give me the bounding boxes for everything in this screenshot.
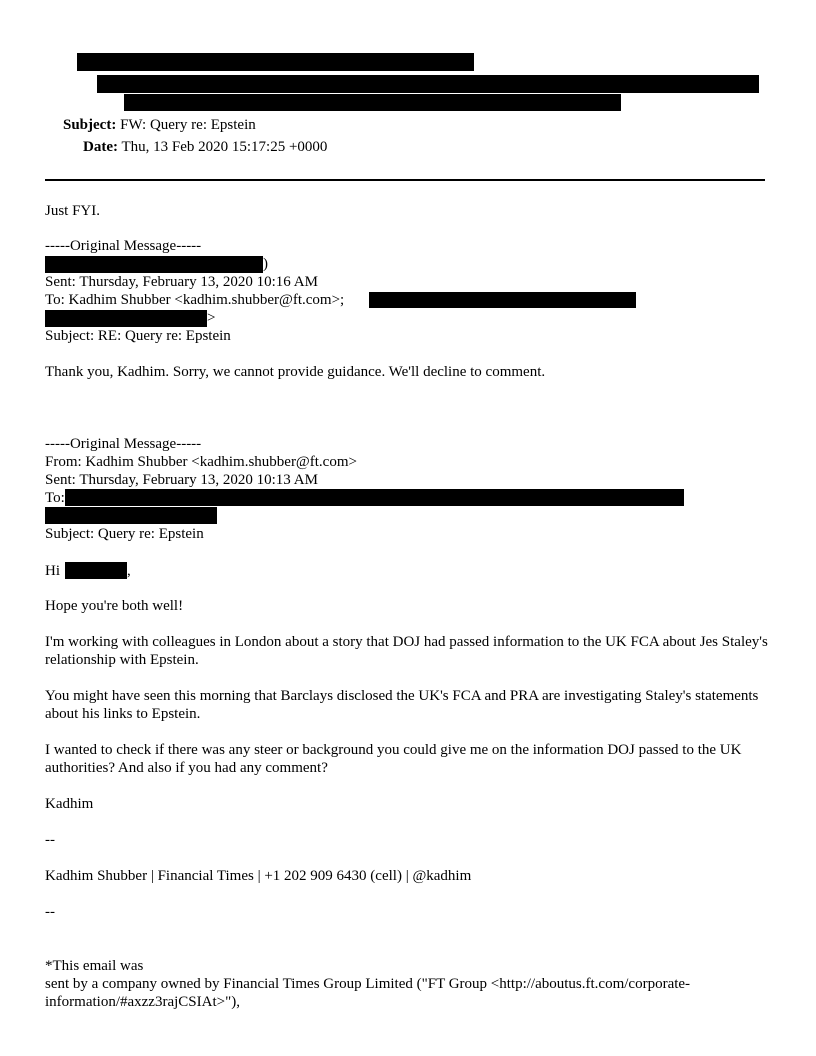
original-to-label: To: bbox=[45, 490, 65, 506]
header-divider bbox=[45, 179, 765, 181]
original-from: From: Kadhim Shubber <kadhim.shubber@ft.com> bbox=[45, 454, 357, 470]
reply-message: Thank you, Kadhim. Sorry, we cannot provide guidance. We'll decline to comment. bbox=[45, 364, 546, 380]
greeting bbox=[45, 562, 60, 580]
date-line bbox=[83, 138, 327, 156]
subject-value: FW: Query re: Epstein bbox=[120, 117, 256, 133]
greeting-suffix: , bbox=[127, 563, 131, 579]
separator-2: -- bbox=[45, 904, 55, 920]
redacted-greeting-name bbox=[65, 562, 127, 579]
redacted-reply-to bbox=[369, 292, 636, 308]
paragraph-1: Hope you're both well! bbox=[45, 598, 184, 614]
redacted-to bbox=[97, 75, 759, 93]
reply-original-marker: -----Original Message----- bbox=[45, 238, 202, 254]
greeting-prefix: Hi bbox=[45, 563, 60, 579]
reply-from-tail: ) bbox=[263, 256, 268, 272]
redacted-reply-from bbox=[45, 256, 263, 273]
subject-line bbox=[63, 116, 256, 134]
subject-label: Subject: bbox=[63, 117, 117, 133]
redacted-original-to bbox=[65, 489, 684, 506]
email-signature: Kadhim Shubber | Financial Times | +1 202 909 6430 (cell) | @kadhim bbox=[45, 868, 472, 884]
footer-line-2: sent by a company owned by Financial Times Group Limited ("FT Group <http://aboutus.ft.com/corporate-information/#axzz3rajCSIAt>"), bbox=[45, 976, 691, 1010]
date-label: Date: bbox=[83, 139, 118, 155]
separator-1: -- bbox=[45, 832, 55, 848]
original-subject: Subject: Query re: Epstein bbox=[45, 526, 204, 542]
footer-line-1: *This email was bbox=[45, 958, 144, 974]
paragraph-4: I wanted to check if there was any steer or background you could give me on the information DOJ passed to the UK authorities? And also if you had any comment? bbox=[45, 742, 742, 776]
redacted-original-to-2 bbox=[45, 507, 217, 524]
paragraph-2: I'm working with colleagues in London about a story that DOJ had passed information to the UK FCA about Jes Staley's relationship with Epstein. bbox=[45, 634, 768, 668]
original-sent: Sent: Thursday, February 13, 2020 10:13 AM bbox=[45, 472, 318, 488]
date-value: Thu, 13 Feb 2020 15:17:25 +0000 bbox=[121, 139, 328, 155]
reply-cc-tail: > bbox=[207, 310, 216, 326]
intro-text: Just FYI. bbox=[45, 203, 101, 219]
original-marker: -----Original Message----- bbox=[45, 436, 202, 452]
redacted-reply-cc bbox=[45, 310, 207, 327]
redacted-cc bbox=[124, 94, 621, 111]
reply-sent: Sent: Thursday, February 13, 2020 10:16 AM bbox=[45, 274, 318, 290]
sign-off: Kadhim bbox=[45, 796, 94, 812]
reply-subject: Subject: RE: Query re: Epstein bbox=[45, 328, 231, 344]
paragraph-3: You might have seen this morning that Barclays disclosed the UK's FCA and PRA are investigating Staley's statements about his links to Epstein. bbox=[45, 688, 759, 722]
redacted-from bbox=[77, 53, 474, 71]
reply-to: To: Kadhim Shubber <kadhim.shubber@ft.com>; bbox=[45, 292, 345, 308]
